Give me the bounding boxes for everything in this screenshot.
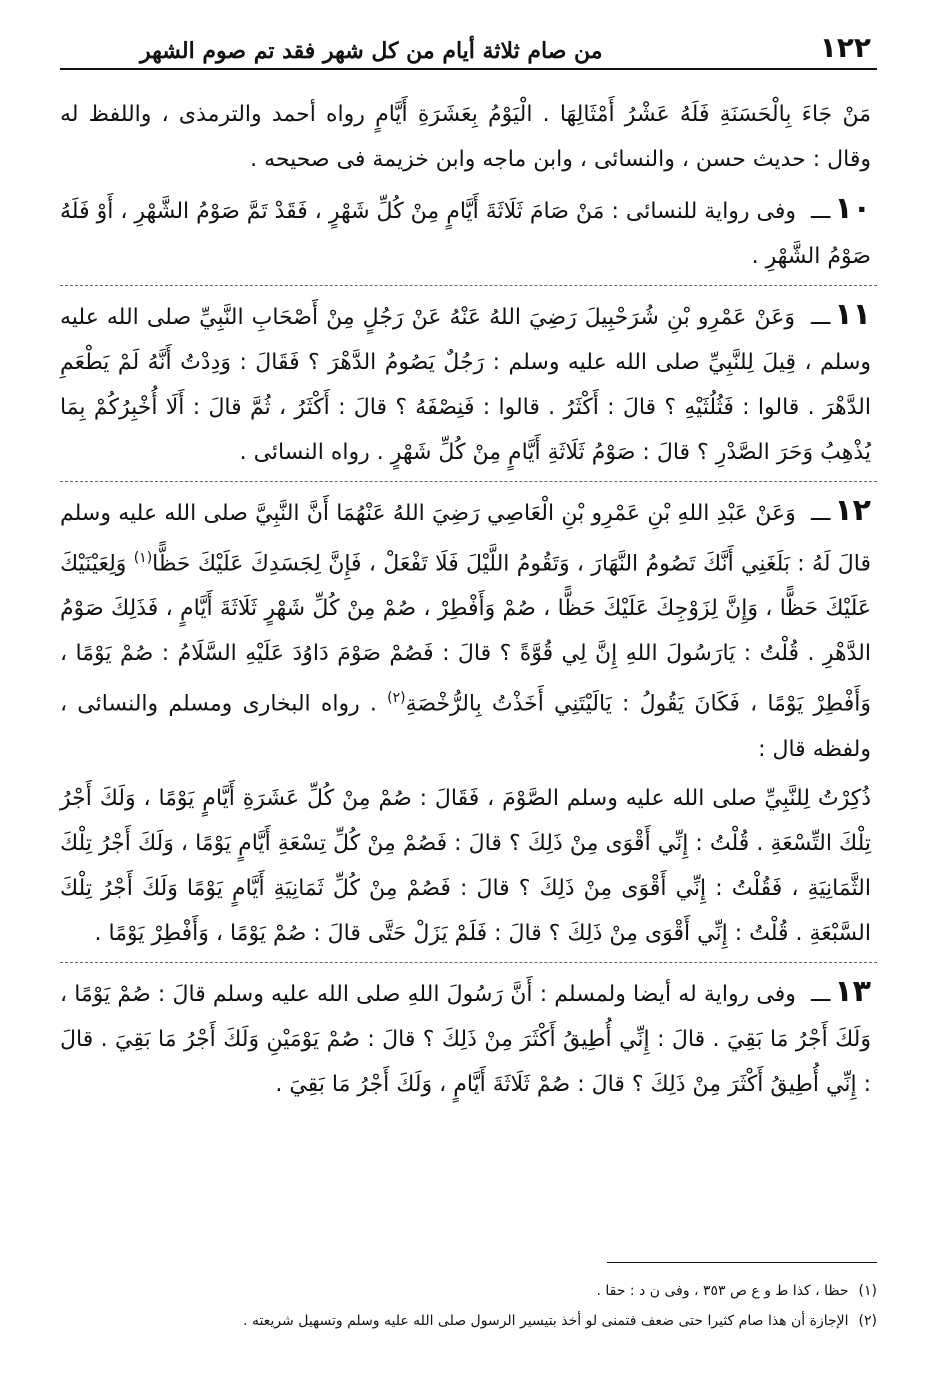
footnote-ref-2[interactable]: (٢) [387,690,406,707]
page-body [60,92,877,1107]
paragraph-hadith-9-end: مَنْ جَاءَ بِالْحَسَنَةِ فَلَهُ عَشْرُ أَمْثَالِهَا . الْيَوْمُ بِعَشَرَةِ أَيَّامٍ رواه أحمد والترمذى ، واللفظ له وقال : حديث حسن ، والنسائى ، وابن ماجه وابن خزيمة فى صحيحه . [60,102,871,172]
footnote-divider [607,1262,877,1263]
hadith-number: ١٢ [834,493,871,528]
page-header [60,22,877,70]
footnote-marker: (٢) [858,1313,877,1329]
footnote-marker: (١) [858,1283,877,1299]
paragraph-hadith-12 [60,481,877,772]
dash: ـــ [811,199,831,224]
paragraph-hadith-11 [60,285,877,475]
paragraph-hadith-10 [60,186,877,279]
hadith-text: وفى رواية له أيضا ولمسلم : أَنَّ رَسُولَ اللهِ صلى الله عليه وسلم قالَ : صُمْ يَوْمًا ، وَلَكَ أَجْرُ مَا بَقِيَ . قالَ : إِنِّي أُطِيقُ أَكْثَرَ مِنْ ذَلِكَ ؟ قالَ : صُمْ يَوْمَيْنِ وَلَكَ أَجْرُ مَا بَقِيَ . قالَ : إِنِّي أُطِيقُ أَكْثَرَ مِنْ ذَلِكَ ؟ قالَ : صُمْ ثَلَاثَةَ أَيَّامٍ ، وَلَكَ أَجْرُ مَا بَقِيَ . [60,981,871,1097]
hadith-source: . رواه البخارى ومسلم والنسائى ، ولفظه قال : [60,691,871,762]
hadith-text: وَعَنْ عَبْدِ اللهِ بْنِ عَمْرِو بْنِ الْعَاصِي رَضِيَ اللهُ عَنْهُمَا أَنَّ النَّبِيَّ صلى الله عليه وسلم قالَ لَهُ : بَلَغَنِي أَنَّكَ تَصُومُ النَّهَارَ ، وَتَقُومُ اللَّيْلَ فَلَا تَفْعَلْ ، فَإِنَّ لِجَسَدِكَ عَلَيْكَ حَظًّا [60,501,871,577]
dash: ـــ [811,981,831,1007]
paragraph-hadith-13 [60,962,877,1107]
footnotes [60,1278,877,1338]
dash: ـــ [811,305,831,330]
hadith-number: ١١ [834,297,871,332]
footnote-2 [60,1308,877,1334]
page-number: ١٢٢ [819,31,871,64]
footnote-ref-1[interactable]: (١) [133,550,153,566]
hadith-text: وَعَنْ عَمْرِو بْنِ شُرَحْبِيلَ رَضِيَ اللهُ عَنْهُ عَنْ رَجُلٍ مِنْ أَصْحَابِ النَّبِيِّ صلى الله عليه وسلم ، قِيلَ لِلنَّبِيِّ صلى الله عليه وسلم : رَجُلٌ يَصُومُ الدَّهْرَ ؟ فَقَالَ : وَدِدْتُ أَنَّهُ لَمْ يَطْعَمِ الدَّهْرَ . قالوا : فَثُلُثَيْهِ ؟ قالَ : أَكْثَرُ . قالوا : فَنِصْفَهُ ؟ قالَ : أَكْثَرُ ، ثُمَّ قالَ : أَلَا أُخْبِرُكُمْ بِمَا يُذْهِبُ وَحَرَ الصَّدْرِ ؟ قالَ : صَوْمُ ثَلَاثَةِ أَيَّامٍ مِنْ كُلِّ شَهْرٍ . رواه النسائى . [60,305,871,465]
hadith-number: ١٠ [834,191,871,226]
footnote-text: الإجازة أن هذا صام كثيرا حتى ضعف فتمنى لو أخذ بتيسير الرسول صلى الله عليه وسلم وتسهيل شريعته . [243,1313,849,1329]
hadith-text: وَلِعَيْنَيْكَ عَلَيْكَ حَظًّا ، وَإِنَّ لِزَوْجِكَ عَلَيْكَ حَظًّا ، صُمْ وَأَفْطِرْ ، صُمْ مِنْ كُلِّ شَهْرٍ ثَلَاثَةَ أَيَّامٍ ، فَذَلِكَ صَوْمُ الدَّهْرِ . قُلْتُ : يَارَسُولَ اللهِ إِنَّ لِي قُوَّةً ؟ قالَ : فَصُمْ صَوْمَ دَاوُدَ عَلَيْهِ السَّلَامُ : صُمْ يَوْمًا ، وَأَفْطِرْ يَوْمًا ، فَكَانَ يَقُولُ : يَالَيْتَنِي أَخَذْتُ بِالرُّخْصَةِ [60,551,871,717]
paragraph-dhakart: ذُكِرْتُ لِلنَّبِيِّ صلى الله عليه وسلم الصَّوْمَ ، فَقَالَ : صُمْ مِنْ كُلِّ عَشَرَةِ أَيَّامٍ يَوْمًا ، وَلَكَ أَجْرُ تِلْكَ التِّسْعَةِ . قُلْتُ : إِنِّي أَقْوَى مِنْ ذَلِكَ ؟ قالَ : فَصُمْ مِنْ كُلِّ تِسْعَةِ أَيَّامٍ يَوْمًا ، وَلَكَ أَجْرُ تِلْكَ الثَّمَانِيَةِ ، فَقُلْتُ : إِنِّي أَقْوَى مِنْ ذَلِكَ ؟ قالَ : فَصُمْ مِنْ كُلِّ ثَمَانِيَةِ أَيَّامٍ يَوْمًا وَلَكَ أَجْرُ تِلْكَ السَّبْعَةِ . قُلْتُ : إِنِّي أَقْوَى مِنْ ذَلِكَ ؟ قالَ : فَلَمْ يَزَلْ حَتَّى قالَ : صُمْ يَوْمًا ، وَأَفْطِرْ يَوْمًا . [60,785,871,946]
running-title: من صام ثلاثة أيام من كل شهر فقد تم صوم الشهر [140,38,603,64]
hadith-text: وفى رواية للنسائى : مَنْ صَامَ ثَلَاثَةَ أَيَّامٍ مِنْ كُلِّ شَهْرٍ ، فَقَدْ تَمَّ صَوْمُ الشَّهْرِ ، أَوْ فَلَهُ صَوْمُ الشَّهْرِ . [60,199,871,269]
dash: ـــ [811,501,831,526]
footnote-text: حظا ، كذا ط و ع ص ٣٥٣ ، وفى ن د : حقا . [596,1283,849,1299]
footnote-1 [60,1278,877,1304]
hadith-number: ١٣ [834,973,871,1009]
